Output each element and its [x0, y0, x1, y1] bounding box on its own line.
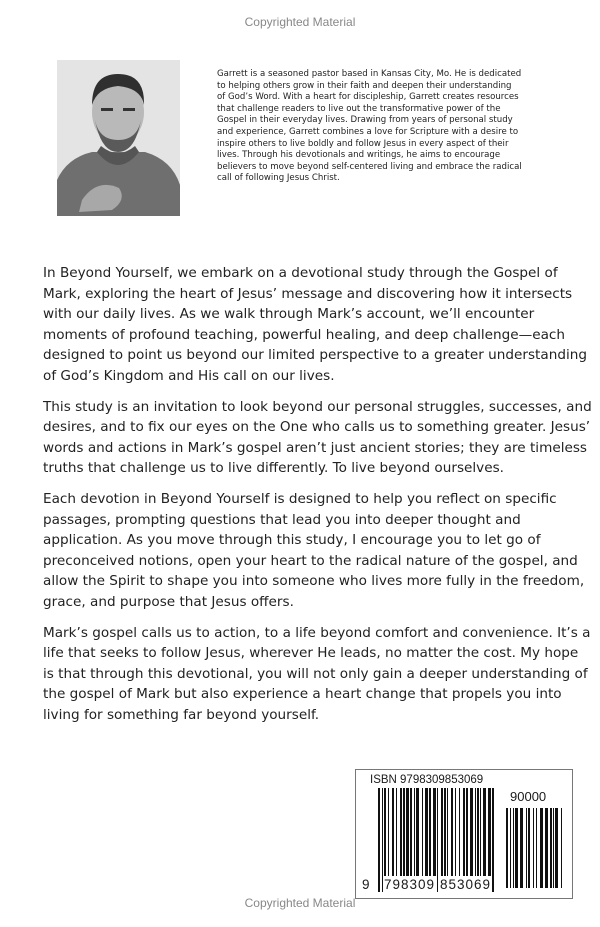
barcode-bar — [510, 808, 511, 888]
description-line: Mark’s gospel calls us to action, to a life beyond comfort and convenience. It’s a — [43, 624, 591, 641]
description-line: life that seeks to follow Jesus, wherever He leads, no matter the cost. My hope — [43, 645, 579, 662]
description-line: desires, and to fix our eyes on the One who calls us to something greater. Jesus’ — [43, 419, 591, 436]
description-line: truths that challenge us to live differently. To live beyond ourselves. — [43, 460, 504, 477]
description-paragraph — [43, 489, 592, 613]
barcode-bar — [388, 788, 389, 876]
description-line: living for something far beyond yourself. — [43, 706, 320, 723]
barcode-bar — [506, 808, 508, 888]
barcode-bar — [444, 788, 446, 876]
barcode-bar — [555, 808, 558, 888]
barcode-bar — [492, 788, 494, 892]
barcode-bar — [545, 808, 548, 888]
description-line: moments of profound teaching, powerful healing, and deep challenge—each — [43, 326, 566, 343]
barcode-bar — [382, 788, 383, 892]
description-line: In Beyond Yourself, we embark on a devotional study through the Gospel of — [43, 265, 558, 281]
barcode-bar — [526, 808, 527, 888]
barcode-bar — [437, 788, 438, 892]
barcode-bar — [550, 808, 552, 888]
description-line: application. As you move through this study, I encourage you to let go of — [43, 532, 541, 549]
description-line: allow the Spirit to shape you into someone who lives more fully in the freedom, — [43, 573, 585, 590]
bio-line: Gospel in their everyday lives. Drawing from years of personal study — [217, 115, 513, 126]
addon-barcode-bars — [506, 808, 566, 888]
author-portrait-image — [57, 60, 180, 216]
description-line: of God’s Kingdom and His call on our lives. — [43, 367, 335, 384]
book-description — [43, 263, 592, 735]
barcode-bar — [416, 788, 419, 876]
barcode-bar — [433, 788, 436, 876]
description-paragraph — [43, 263, 592, 387]
barcode-bar — [414, 788, 415, 876]
bio-line: Garrett is a seasoned pastor based in Kansas City, Mo. He is dedicated — [217, 69, 522, 79]
copyright-watermark-bottom: Copyrighted Material — [244, 896, 356, 910]
barcode-bar — [400, 788, 402, 876]
barcode-bar — [384, 788, 386, 876]
barcode-bar — [378, 788, 380, 892]
barcode-bar — [553, 808, 554, 888]
barcode-bar — [470, 788, 473, 876]
barcode-bar — [533, 808, 534, 888]
description-line: grace, and purpose that Jesus offers. — [43, 593, 294, 610]
barcode-digits-group1: 798309 — [384, 877, 436, 892]
bio-line: call of following Jesus Christ. — [217, 173, 340, 184]
barcode-bar — [406, 788, 409, 876]
barcode-bar — [455, 788, 456, 876]
author-bio — [217, 69, 522, 185]
barcode-bar — [451, 788, 453, 876]
bio-line: and experience, Garrett combines a love for Scripture with a desire to — [217, 126, 519, 137]
barcode-bar — [447, 788, 448, 876]
author-photo — [57, 60, 180, 216]
barcode-bar — [477, 788, 479, 876]
barcode-bar — [561, 808, 562, 888]
barcode-bar — [410, 788, 412, 876]
description-line: This study is an invitation to look beyond our personal struggles, successes, and — [43, 398, 592, 415]
description-line: Each devotion in Beyond Yourself is designed to help you reflect on specific — [43, 490, 557, 507]
bio-line: of God’s Word. With a heart for discipleship, Garrett creates resources — [217, 92, 519, 103]
description-line: words and actions in Mark’s gospel aren’t just ancient stories; they are timeless — [43, 439, 587, 456]
copyright-watermark-top: Copyrighted Material — [244, 15, 356, 29]
barcode-bar — [520, 808, 523, 888]
bio-line: lives. Through his devotionals and writings, he aims to encourage — [217, 150, 501, 161]
barcode-bar — [488, 788, 491, 876]
description-line: designed to point us beyond our limited perspective to a greater understanding — [43, 347, 587, 364]
barcode-bar — [429, 788, 431, 876]
description-paragraph — [43, 397, 592, 479]
barcode-digits-group2: 853069 — [440, 877, 492, 892]
barcode-bar — [475, 788, 476, 876]
description-line: passages, prompting questions that lead you into deeper thought and — [43, 511, 521, 528]
bio-line: inspire others to live boldly and follow Jesus in every aspect of their — [217, 138, 509, 149]
description-line: Mark, exploring the heart of Jesus’ message and discovering how it intersects — [43, 285, 573, 302]
isbn-barcode — [355, 769, 573, 899]
barcode-digit-first: 9 — [362, 877, 370, 892]
barcode-bar — [528, 808, 530, 888]
barcode-bar — [422, 788, 423, 876]
description-line: is that through this devotional, you will not only gain a deeper understanding of — [43, 665, 588, 682]
barcode-bar — [466, 788, 468, 876]
barcode-bar — [540, 808, 543, 888]
description-line: preconceived notions, open your heart to the radical nature of the gospel, and — [43, 552, 578, 569]
barcode-bar — [513, 808, 514, 888]
barcode-bar — [483, 788, 486, 876]
barcode-bar — [392, 788, 394, 876]
bio-line: believers to move beyond self-centered living and embrace the radical — [217, 161, 522, 172]
price-addon-label: 90000 — [510, 789, 547, 804]
bio-line: that challenge readers to live out the transformative power of the — [217, 103, 501, 114]
barcode-bar — [480, 788, 481, 876]
bio-line: to helping others grow in their faith and deepen their understanding — [217, 80, 512, 91]
description-line: the gospel of Mark but also experience a heart change that propels you into — [43, 686, 562, 703]
isbn-label: ISBN 9798309853069 — [370, 774, 484, 786]
barcode-bar — [459, 788, 460, 876]
barcode-bar — [403, 788, 405, 876]
barcode-bar — [425, 788, 428, 876]
description-line: with our daily lives. As we walk through Mark’s account, we’ll encounter — [43, 306, 535, 323]
barcode-bar — [536, 808, 537, 888]
barcode-bar — [396, 788, 397, 876]
description-paragraph — [43, 623, 592, 726]
barcode-bar — [515, 808, 518, 888]
barcode-bar — [441, 788, 443, 876]
barcode-bar — [463, 788, 465, 876]
